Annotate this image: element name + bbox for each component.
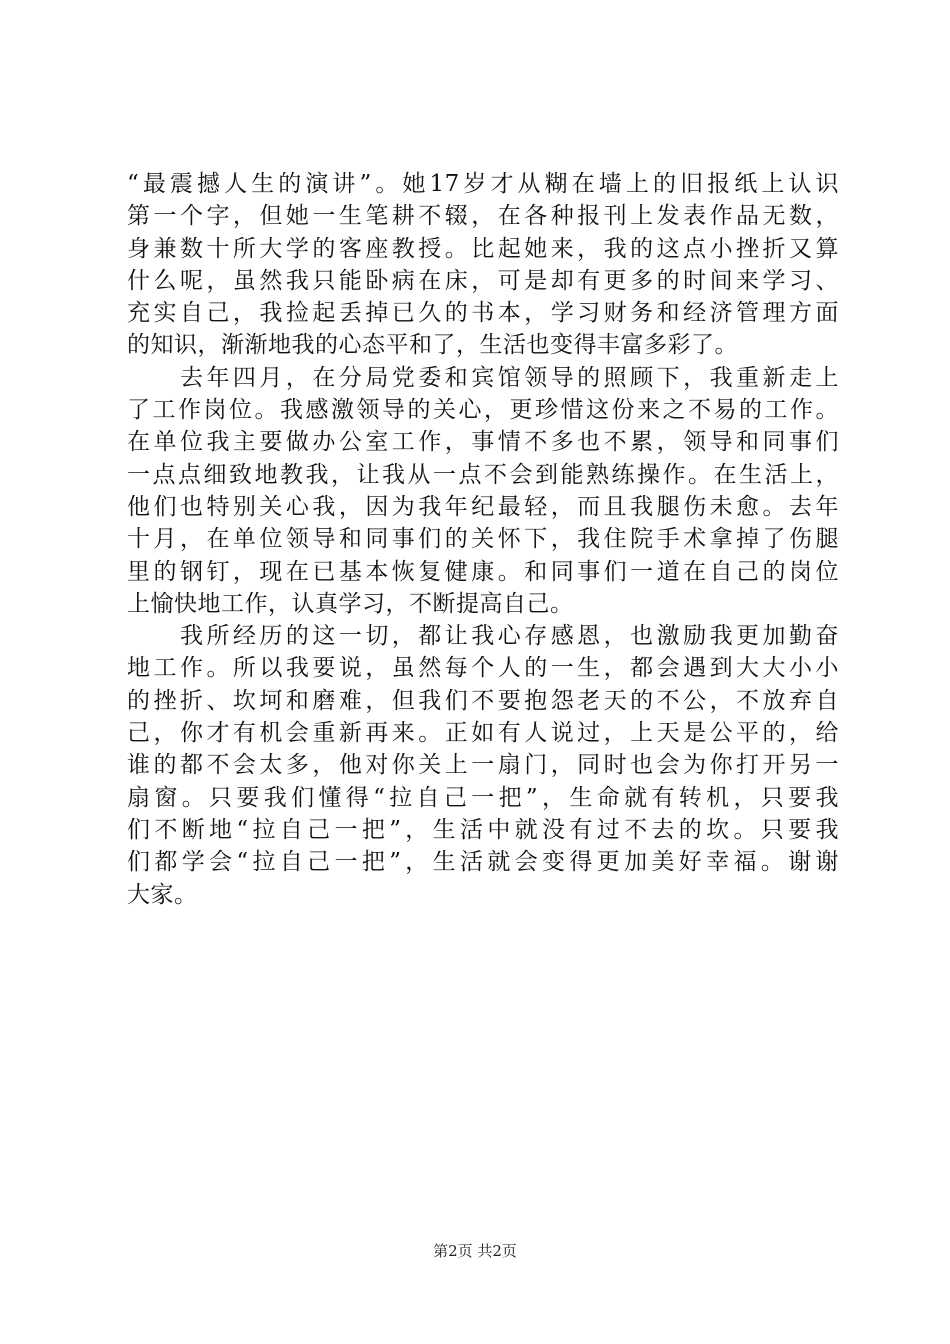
text-line: 一点点细致地教我，让我从一点不会到能熟练操作。在生活上， — [127, 461, 839, 488]
text-line: 十月，在单位领导和同事们的关怀下，我住院手术拿掉了伤腿 — [127, 526, 839, 553]
text-line: 在单位我主要做办公室工作，事情不多也不累，领导和同事们 — [127, 429, 839, 456]
text-line: 里的钢钉，现在已基本恢复健康。和同事们一道在自己的岗位 — [127, 558, 839, 585]
text-line: 谁的都不会太多，他对你关上一扇门，同时也会为你打开另一 — [127, 752, 839, 779]
text-line: 身兼数十所大学的客座教授。比起她来，我的这点小挫折又算 — [127, 235, 839, 262]
text-line: 们都学会“拉自己一把”，生活就会变得更加美好幸福。谢谢 — [127, 849, 839, 876]
text-line: 去年四月，在分局党委和宾馆领导的照顾下，我重新走上 — [127, 364, 839, 391]
text-line: 大家。 — [127, 881, 198, 908]
text-line: 上愉快地工作，认真学习，不断提高自己。 — [127, 590, 574, 617]
text-line: 的知识，渐渐地我的心态平和了，生活也变得丰富多彩了。 — [127, 332, 738, 359]
text-line: 们不断地“拉自己一把”，生活中就没有过不去的坎。只要我 — [127, 816, 839, 843]
body-text — [127, 168, 839, 911]
text-line: 己，你才有机会重新再来。正如有人说过，上天是公平的，给 — [127, 720, 839, 747]
text-line: 充实自己，我捡起丢掉已久的书本，学习财务和经济管理方面 — [127, 300, 839, 327]
text-line: 的挫折、坎坷和磨难，但我们不要抱怨老天的不公，不放弃自 — [127, 687, 839, 714]
text-line: 什么呢，虽然我只能卧病在床，可是却有更多的时间来学习、 — [127, 267, 839, 294]
text-line: 第一个字，但她一生笔耕不辍，在各种报刊上发表作品无数， — [127, 203, 839, 230]
text-line: 地工作。所以我要说，虽然每个人的一生，都会遇到大大小小 — [127, 655, 839, 682]
text-line: 扇窗。只要我们懂得“拉自己一把”，生命就有转机，只要我 — [127, 784, 839, 811]
text-line: 了工作岗位。我感激领导的关心，更珍惜这份来之不易的工作。 — [127, 397, 839, 424]
text-line: 我所经历的这一切，都让我心存感恩，也激励我更加勤奋 — [127, 623, 839, 650]
page-footer: 第2页 共2页 — [433, 1242, 517, 1260]
text-line: 他们也特别关心我，因为我年纪最轻，而且我腿伤未愈。去年 — [127, 493, 839, 520]
text-line: “最震撼人生的演讲”。她17岁才从糊在墙上的旧报纸上认识 — [127, 171, 839, 197]
